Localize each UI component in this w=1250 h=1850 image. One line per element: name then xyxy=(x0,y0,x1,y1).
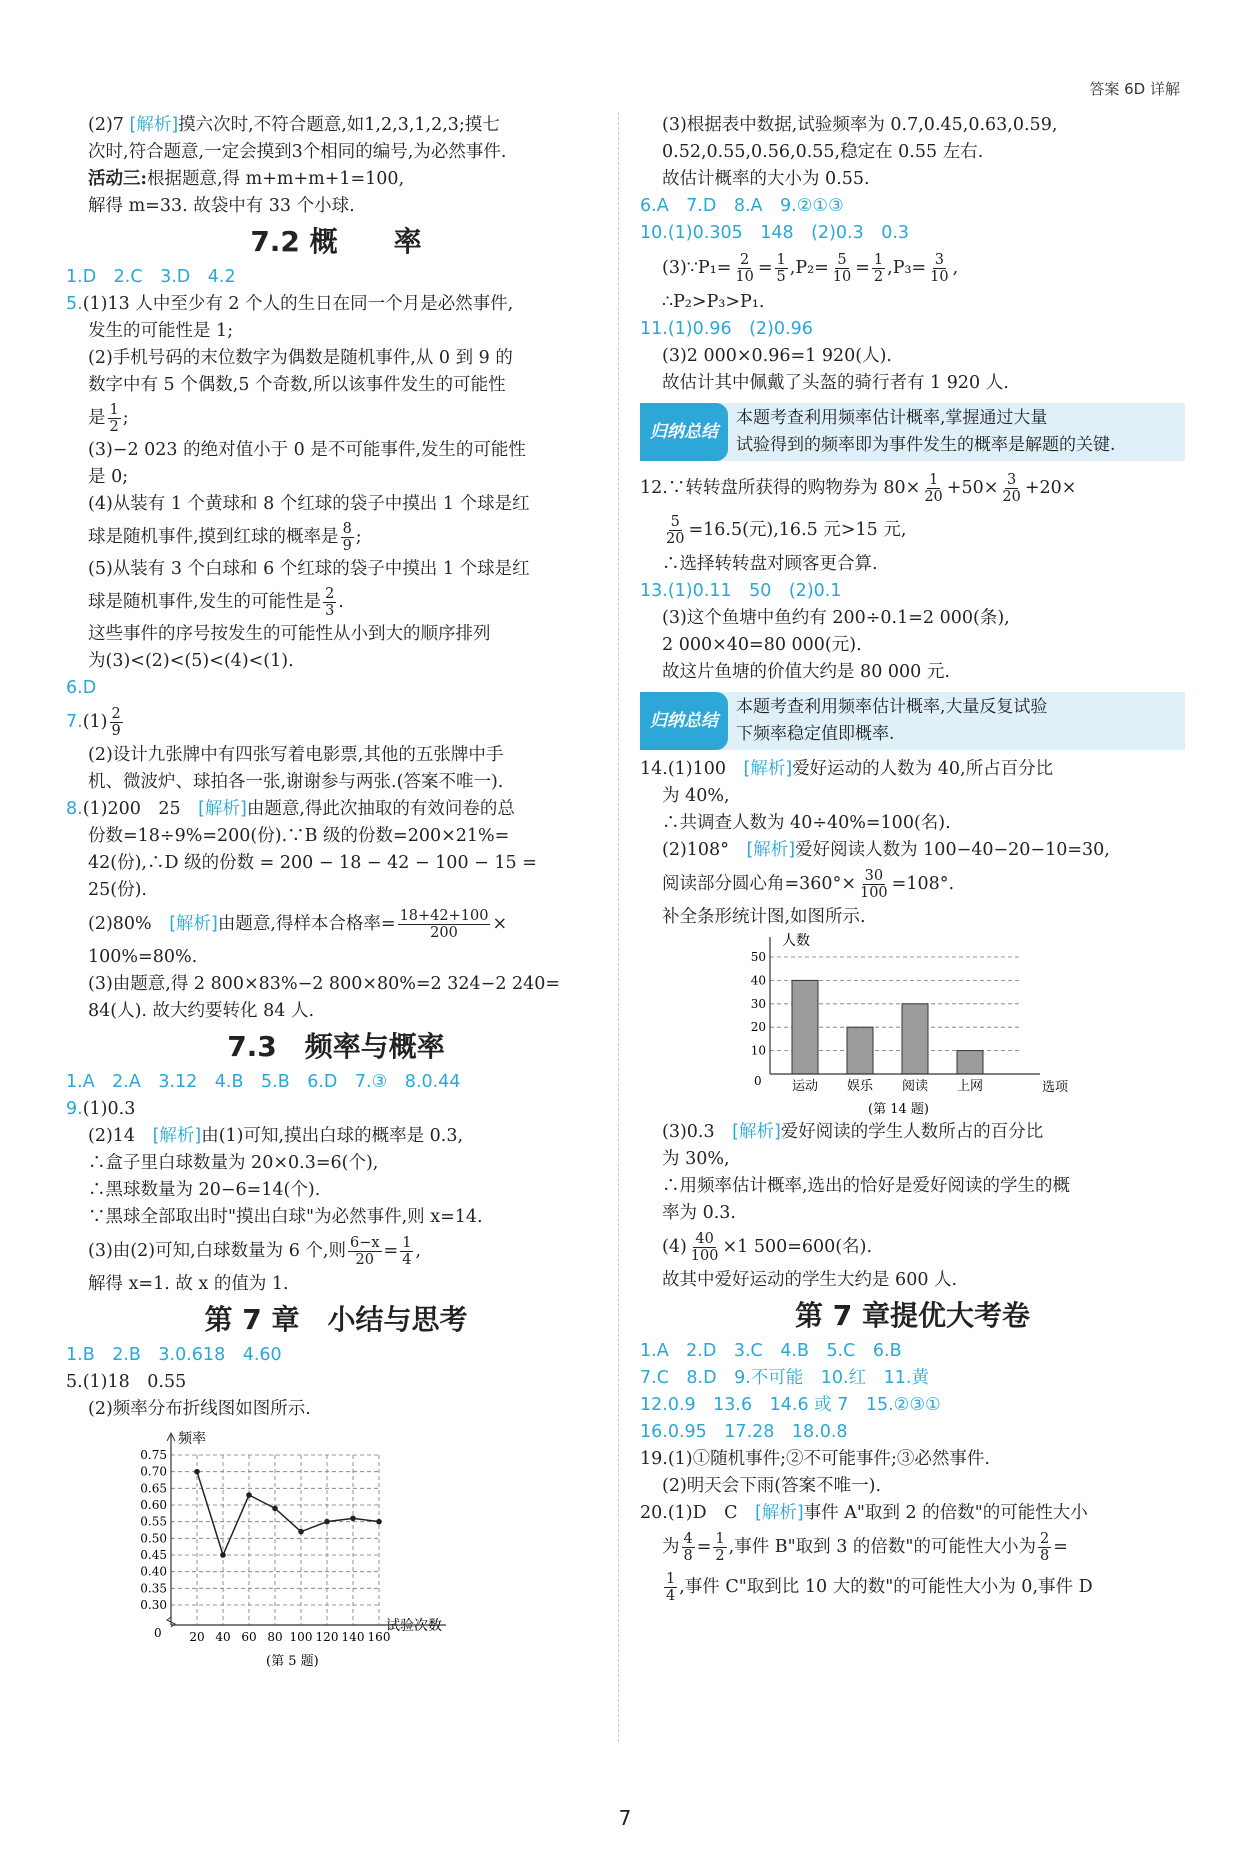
fraction: $\frac{2}{10}$ xyxy=(735,252,754,285)
text-line: 是 $\frac{1}{2}$ ; xyxy=(88,402,129,435)
x-tick-label: 阅读 xyxy=(901,1079,929,1094)
bar xyxy=(792,980,818,1074)
text-line: (3)由(2)可知,白球数量为 6 个,则 $\frac{6-x}{20}$ = $\frac{1}{4}$ , xyxy=(88,1235,422,1268)
data-point xyxy=(220,1552,226,1558)
y-tick-label: 50 xyxy=(750,950,766,964)
bar xyxy=(902,1004,928,1074)
fraction: $\frac{1}{2}$ xyxy=(715,1531,725,1564)
x-tick-label: 运动 xyxy=(791,1079,819,1094)
fraction: $\frac{2}{8}$ xyxy=(1039,1531,1050,1564)
text-line: 补全条形统计图,如图所示. xyxy=(662,907,866,927)
page-number: 7 xyxy=(618,1806,632,1830)
x-tick-label: 120 xyxy=(315,1630,339,1644)
text-line: (3)由题意,得 2 800×83%−2 800×80%=2 324−2 240= xyxy=(88,974,561,994)
bar xyxy=(957,1051,983,1074)
x-tick-label: 80 xyxy=(267,1630,283,1644)
text-line: 100%=80%. xyxy=(88,947,198,967)
y-tick-label: 30 xyxy=(750,996,766,1011)
bar-chart-hobbies xyxy=(740,929,1140,1119)
answer-line: 1.A 2.D 3.C 4.B 5.C 6.B xyxy=(640,1341,902,1361)
text-line: (2)设计九张牌中有四张写着电影票,其他的五张牌中手 xyxy=(88,745,504,765)
fraction: $\frac{30}{100}$ xyxy=(859,868,888,901)
text-line: 率为 0.3. xyxy=(662,1203,736,1223)
summary-box: 归纳总结 本题考查利用频率估计概率,大量反复试验 下频率稳定值即概率. xyxy=(640,692,1185,750)
fraction: $\frac{1}{4}$ xyxy=(666,1571,676,1604)
text-line: 为 $\frac{4}{8}$ = $\frac{1}{2}$ ,事件 B"取到 3 的倍数"的可能性大小为 $\frac{2}{8}$ = xyxy=(662,1531,1068,1564)
y-axis-label: 频率 xyxy=(178,1431,206,1447)
data-point xyxy=(298,1529,304,1535)
summary-tag: 归纳总结 xyxy=(640,692,728,750)
y-tick-label: 0.30 xyxy=(140,1598,167,1612)
y-tick-label: 0.50 xyxy=(140,1531,167,1546)
text-line: 5.(1)18 0.55 xyxy=(66,1372,187,1392)
section-heading-7-2: 7.2 概 率 xyxy=(250,225,422,258)
y-tick-label: 0.65 xyxy=(140,1481,167,1496)
text-line: ∴盒子里白球数量为 20×0.3=6(个), xyxy=(88,1153,379,1173)
text-line: 机、微波炉、球拍各一张,谢谢参与两张.(答案不唯一). xyxy=(88,772,504,792)
answer-line: 16.0.95 17.28 18.0.8 xyxy=(640,1422,848,1442)
y-tick-label: 40 xyxy=(750,973,766,988)
fraction: $\frac{5}{10}$ xyxy=(832,252,852,285)
section-heading-chapter-exam: 第 7 章提优大考卷 xyxy=(795,1299,1030,1332)
data-point xyxy=(194,1469,200,1475)
x-axis-label: 选项 xyxy=(1042,1080,1069,1095)
fraction: $\frac{6-x}{20}$ xyxy=(349,1235,380,1268)
answer-line: 1.A 2.A 3.12 4.B 5.B 6.D 7.③ 8.0.44 xyxy=(66,1072,461,1092)
x-tick-label: 100 xyxy=(289,1630,313,1644)
fraction: $\frac{1}{20}$ xyxy=(924,472,943,505)
y-tick-label: 10 xyxy=(750,1043,766,1058)
data-point xyxy=(324,1519,330,1525)
answer-line: 12.0.9 13.6 14.6 或 7 15.②③① xyxy=(640,1395,941,1415)
text-line: 这些事件的序号按发生的可能性从小到大的顺序排列 xyxy=(88,624,491,644)
text-line: (3)这个鱼塘中鱼约有 200÷0.1=2 000(条), xyxy=(662,608,1010,628)
text-line: 2 000×40=80 000(元). xyxy=(662,635,862,655)
text-line: 84(人). 故大约要转化 84 人. xyxy=(88,1001,315,1021)
text-line: (3)0.3 [解析]爱好阅读的学生人数所占的百分比 xyxy=(662,1122,1044,1142)
chart-caption: (第 14 题) xyxy=(868,1102,929,1117)
text-line: (3)根据表中数据,试验频率为 0.7,0.45,0.63,0.59, xyxy=(662,115,1058,135)
x-axis-label: 试验次数 xyxy=(386,1618,442,1634)
fraction: $\frac{1}{5}$ xyxy=(776,252,786,285)
text-line: ∴共调查人数为 40÷40%=100(名). xyxy=(662,813,951,833)
text-line: 次时,符合题意,一定会摸到3个相同的编号,为必然事件. xyxy=(88,142,507,162)
x-tick-label: 140 xyxy=(341,1630,365,1644)
text-line: ∴黑球数量为 20−6=14(个). xyxy=(88,1180,321,1200)
y-tick-label: 0.40 xyxy=(140,1564,167,1579)
answer-line: 10.(1)0.305 148 (2)0.3 0.3 xyxy=(640,223,910,243)
text-line: 份数=18÷9%=200(份).∵B 级的份数=200×21%= xyxy=(88,826,510,846)
fraction: $\frac{3}{20}$ xyxy=(1002,472,1021,505)
text-line: (3)∵P₁= $\frac{2}{10}$ = $\frac{1}{5}$ ,P₂= $\frac{5}{10}$ = $\frac{1}{2}$ ,P₃= $\frac{3}{10}$ , xyxy=(662,252,959,285)
text-line: 球是随机事件,摸到红球的概率是 $\frac{8}{9}$ ; xyxy=(88,521,362,554)
text-line: 阅读部分圆心角=360°× $\frac{30}{100}$ =108°. xyxy=(662,868,955,901)
x-tick-label: 60 xyxy=(241,1630,257,1644)
column-divider xyxy=(618,112,619,1742)
y-axis-label: 人数 xyxy=(782,933,810,949)
text-line: (2)7 [解析]摸六次时,不符合题意,如1,2,3,1,2,3;摸七 xyxy=(88,115,500,135)
fraction: $\frac{1}{2}$ xyxy=(873,252,884,285)
text-line: (2)80% [解析]由题意,得样本合格率= $\frac{18+42+100}{200}$ × xyxy=(88,908,508,941)
x-tick-label: 娱乐 xyxy=(846,1079,874,1094)
text-line: 是 0; xyxy=(88,467,129,487)
text-line: 12.∵转转盘所获得的购物券为 80× $\frac{1}{20}$ +50× $\frac{3}{20}$ +20× xyxy=(640,472,1077,505)
text-line: 活动三:根据题意,得 m+m+m+1=100, xyxy=(88,169,405,189)
left-column xyxy=(66,112,606,1670)
text-line: $\frac{5}{20}$ =16.5(元),16.5 元>15 元, xyxy=(666,514,907,547)
x-tick-label: 20 xyxy=(189,1630,205,1644)
fraction: $\frac{8}{9}$ xyxy=(342,521,352,554)
frequency-line-chart xyxy=(116,1425,496,1670)
answer-line: 13.(1)0.11 50 (2)0.1 xyxy=(640,581,842,601)
text-line: 为(3)<(2)<(5)<(4)<(1). xyxy=(88,651,294,671)
text-line: 7.(1) $\frac{2}{9}$ xyxy=(66,706,121,739)
y-tick-label: 0.75 xyxy=(140,1448,167,1462)
answer-line: 1.B 2.B 3.0.618 4.60 xyxy=(66,1345,282,1365)
text-line: 42(份),∴D 级的份数 = 200 − 18 − 42 − 100 − 15 = xyxy=(88,853,537,873)
section-heading-7-3: 7.3 频率与概率 xyxy=(227,1030,445,1063)
text-line: 解得 x=1. 故 x 的值为 1. xyxy=(88,1274,289,1294)
text-line: 故其中爱好运动的学生大约是 600 人. xyxy=(662,1270,958,1290)
x-tick-label: 上网 xyxy=(956,1079,984,1094)
text-line: (5)从装有 3 个白球和 6 个红球的袋子中摸出 1 个球是红 xyxy=(88,559,530,579)
fraction: $\frac{1}{2}$ xyxy=(109,402,119,435)
text-line: 为 30%, xyxy=(662,1149,730,1169)
bar xyxy=(847,1027,873,1074)
origin-label: 0 xyxy=(754,1074,762,1088)
right-column xyxy=(640,112,1185,1607)
text-line: 球是随机事件,发生的可能性是 $\frac{2}{3}$ . xyxy=(88,586,344,619)
text-line: 发生的可能性是 1; xyxy=(88,321,234,341)
text-line: (2)14 [解析]由(1)可知,摸出白球的概率是 0.3, xyxy=(88,1126,464,1146)
page-header: 答案 6D 详解 xyxy=(1089,80,1180,98)
data-point xyxy=(376,1519,382,1525)
text-line: 0.52,0.55,0.56,0.55,稳定在 0.55 左右. xyxy=(662,142,984,162)
answer-line: 7.C 8.D 9.不可能 10.红 11.黄 xyxy=(640,1368,929,1388)
text-line: (3)2 000×0.96=1 920(人). xyxy=(662,346,892,366)
text-line: $\frac{1}{4}$ ,事件 C"取到比 10 大的数"的可能性大小为 0,事件 D xyxy=(666,1571,1093,1604)
fraction: $\frac{18+42+100}{200}$ xyxy=(399,908,489,941)
fraction: $\frac{3}{10}$ xyxy=(930,252,949,285)
text-line: 5.(1)13 人中至少有 2 个人的生日在同一个月是必然事件, xyxy=(66,294,514,314)
text-line: 9.(1)0.3 xyxy=(66,1099,136,1119)
text-line: ∴用频率估计概率,选出的恰好是爱好阅读的学生的概 xyxy=(662,1176,1071,1196)
data-point xyxy=(272,1506,278,1512)
text-line: (3)−2 023 的绝对值小于 0 是不可能事件,发生的可能性 xyxy=(88,440,526,460)
text-line: 19.(1)①随机事件;②不可能事件;③必然事件. xyxy=(640,1449,990,1469)
series-line xyxy=(197,1472,379,1555)
y-tick-label: 0.35 xyxy=(140,1581,167,1596)
chart-caption: (第 5 题) xyxy=(266,1654,319,1669)
summary-tag: 归纳总结 xyxy=(640,403,728,461)
data-point xyxy=(350,1516,356,1522)
answer-line: 6.D xyxy=(66,678,97,698)
text-line: 20.(1)D C [解析]事件 A"取到 2 的倍数"的可能性大小 xyxy=(640,1503,1088,1523)
fraction: $\frac{40}{100}$ xyxy=(690,1231,719,1264)
y-tick-label: 0.45 xyxy=(140,1548,167,1562)
fraction: $\frac{1}{4}$ xyxy=(402,1235,412,1268)
answer-line: 1.D 2.C 3.D 4.2 xyxy=(66,267,236,287)
text-line: (2)108° [解析]爱好阅读人数为 100−40−20−10=30, xyxy=(662,840,1110,860)
text-line: ∴P₂>P₃>P₁. xyxy=(662,292,765,312)
text-line: (2)手机号码的末位数字为偶数是随机事件,从 0 到 9 的 xyxy=(88,348,513,368)
y-tick-label: 0.70 xyxy=(140,1464,167,1479)
text-line: ∵黑球全部取出时"摸出白球"为必然事件,则 x=14. xyxy=(88,1207,483,1227)
text-line: (4)从装有 1 个黄球和 8 个红球的袋子中摸出 1 个球是红 xyxy=(88,494,530,514)
text-line: 25(份). xyxy=(88,880,147,900)
y-tick-label: 0.55 xyxy=(140,1514,167,1529)
text-line: 8.(1)200 25 [解析]由题意,得此次抽取的有效问卷的总 xyxy=(66,799,515,819)
origin-label: 0 xyxy=(154,1626,162,1640)
section-heading-chapter-summary: 第 7 章 小结与思考 xyxy=(204,1303,468,1336)
fraction: $\frac{4}{8}$ xyxy=(683,1531,693,1564)
y-tick-label: 0.60 xyxy=(140,1498,167,1512)
summary-box: 归纳总结 本题考查利用频率估计概率,掌握通过大量 试验得到的频率即为事件发生的概率是解题的关键. xyxy=(640,403,1185,461)
text-line: ∴选择转转盘对顾客更合算. xyxy=(662,554,878,574)
text-line: (2)明天会下雨(答案不唯一). xyxy=(662,1476,882,1496)
text-line: 解得 m=33. 故袋中有 33 个小球. xyxy=(88,196,355,216)
fraction: $\frac{5}{20}$ xyxy=(666,514,685,547)
text-line: 14.(1)100 [解析]爱好运动的人数为 40,所占百分比 xyxy=(640,759,1054,779)
fraction: $\frac{2}{9}$ xyxy=(111,706,121,739)
text-line: 故估计其中佩戴了头盔的骑行者有 1 920 人. xyxy=(662,373,1009,393)
fraction: $\frac{2}{3}$ xyxy=(325,586,335,619)
data-point xyxy=(246,1492,252,1498)
text-line: 数字中有 5 个偶数,5 个奇数,所以该事件发生的可能性 xyxy=(88,375,506,395)
y-tick-label: 20 xyxy=(750,1020,766,1035)
text-line: 为 40%, xyxy=(662,786,730,806)
text-line: (2)频率分布折线图如图所示. xyxy=(88,1399,311,1419)
answer-line: 11.(1)0.96 (2)0.96 xyxy=(640,319,813,339)
text-line: (4) $\frac{40}{100}$ ×1 500=600(名). xyxy=(662,1231,873,1264)
text-line: 故这片鱼塘的价值大约是 80 000 元. xyxy=(662,662,950,682)
text-line: 故估计概率的大小为 0.55. xyxy=(662,169,870,189)
x-tick-label: 40 xyxy=(215,1630,231,1644)
x-tick-label: 160 xyxy=(367,1630,391,1644)
answer-line: 6.A 7.D 8.A 9.②①③ xyxy=(640,196,844,216)
